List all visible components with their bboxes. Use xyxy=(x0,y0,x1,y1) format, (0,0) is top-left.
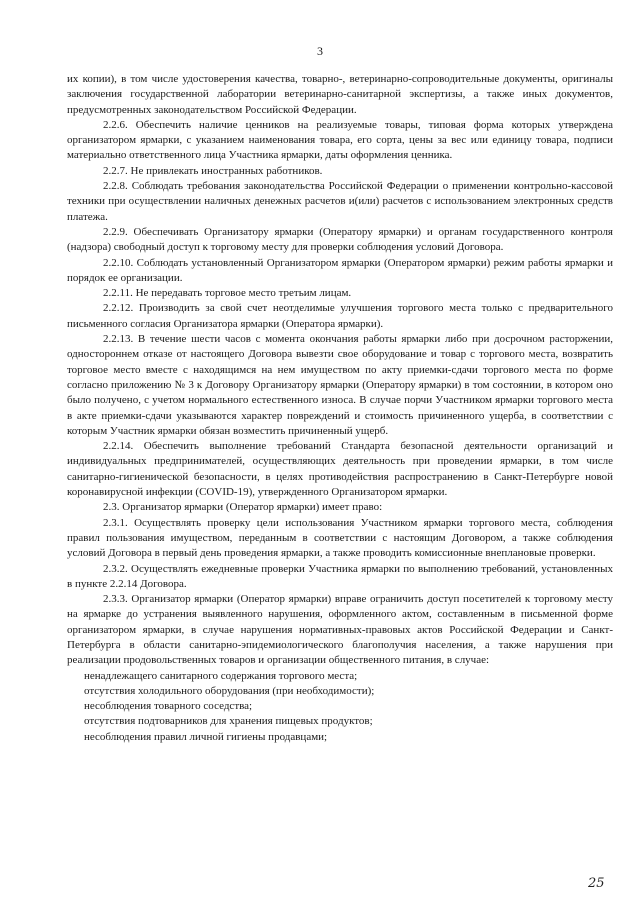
list-item: ненадлежащего санитарного содержания торгового места; xyxy=(84,669,358,682)
clause-2-2-14: 2.2.14. Обеспечить выполнение требований Стандарта безопасной деятельности организаций и индивидуальных предпринимателей, осуществляющих деятельность при проведении ярмарки, в том числе санитарно-гигиенической безопасности, в целях противодействия распространению в Санкт-Петербурге новой коронавирусной инфекции (COVID-19), утвержденного Организатором ярмарки. xyxy=(67,440,613,499)
clause-2-2-13: 2.2.13. В течение шести часов с момента окончания работы ярмарки либо при досрочном расторжении, одностороннем отказе от настоящего Договора вывезти свое оборудование и товар с торгового места, возвратить торговое место вместе с находящимся на нем имуществом по акту приемки-сдачи торгового места по форме согласно приложению № 3 к Договору Организатору ярмарки (Оператору ярмарки) в том состоянии, в котором оно было получено, с учетом нормального естественного износа. В случае порчи Участником ярмарки торгового места в акте приемки-сдачи указываются характер повреждений и стоимость причиненного ущерба, в соответствии с которым Участник ярмарки обязан возместить причиненный ущерб. xyxy=(67,333,613,437)
list-item: несоблюдения правил личной гигиены продавцами; xyxy=(84,730,328,743)
paragraph-continuation: их копии), в том числе удостоверения качества, товарно-, ветеринарно-сопроводительные документы, оригиналы заключения государственной лаборатории ветеринарно-санитарной экспертизы, а также иных документов, предусмотренных законодательством Российской Федерации. xyxy=(67,73,613,116)
handwritten-page-mark: 25 xyxy=(588,876,605,891)
clause-2-2-7: 2.2.7. Не привлекать иностранных работников. xyxy=(103,164,323,177)
clause-2-2-12: 2.2.12. Производить за свой счет неотделимые улучшения торгового места только с предварительного письменного согласия Организатора ярмарки (Оператора ярмарки). xyxy=(67,302,613,330)
page-number: 3 xyxy=(317,44,323,58)
clause-2-2-8: 2.2.8. Соблюдать требования законодательства Российской Федерации о применении контрольно-кассовой техники при осуществлении наличных денежных расчетов и(или) расчетов с использованием электронных средств платежа. xyxy=(67,180,613,223)
clause-2-3-1: 2.3.1. Осуществлять проверку цели использования Участником ярмарки торгового места, соблюдения правил пользования имуществом, переданным в соответствии с настоящим Договором, а также соблюдения условий Договора в первый день проведения ярмарки, а также проводить комиссионные внеплановые проверки. xyxy=(67,516,613,560)
list-item: отсутствия подтоварников для хранения пищевых продуктов; xyxy=(84,715,373,728)
list-item: отсутствия холодильного оборудования (при необходимости); xyxy=(84,684,375,697)
list-item: несоблюдения товарного соседства; xyxy=(84,700,253,713)
clause-2-3-3: 2.3.3. Организатор ярмарки (Оператор ярмарки) вправе ограничить доступ посетителей к торговому месту на ярмарке до устранения выявленного нарушения, оформленного актом, составленным в письменной форме организатором ярмарки, в случае нарушения нормативных-правовых актов Российской Федерации и Санкт-Петербурга в области санитарно-эпидемиологического благополучия населения, а также нарушения при реализации продовольственных товаров и организации общественного питания, в случае: xyxy=(67,593,613,667)
clause-2-2-10: 2.2.10. Соблюдать установленный Организатором ярмарки (Оператором ярмарки) режим работы ярмарки и порядок ее организации. xyxy=(67,256,613,284)
clause-2-2-11: 2.2.11. Не передавать торговое место третьим лицам. xyxy=(103,287,352,300)
clause-2-2-6: 2.2.6. Обеспечить наличие ценников на реализуемые товары, типовая форма которых утверждена организатором ярмарки, с указанием наименования товара, его сорта, цены за вес или единицу товара, подписи материально ответственного лица Участника ярмарки, даты оформления ценника. xyxy=(67,118,613,162)
clause-2-3: 2.3. Организатор ярмарки (Оператор ярмарки) имеет право: xyxy=(103,501,383,514)
violations-list xyxy=(67,669,613,745)
document-body xyxy=(67,72,613,745)
clause-2-3-2: 2.3.2. Осуществлять ежедневные проверки Участника ярмарки по выполнению требований, установленных в пункте 2.2.14 Договора. xyxy=(67,562,613,590)
clause-2-2-9: 2.2.9. Обеспечивать Организатору ярмарки (Оператору ярмарки) и органам государственного контроля (надзора) свободный доступ к торговому месту для проверки соблюдения условий Договора. xyxy=(67,225,613,254)
